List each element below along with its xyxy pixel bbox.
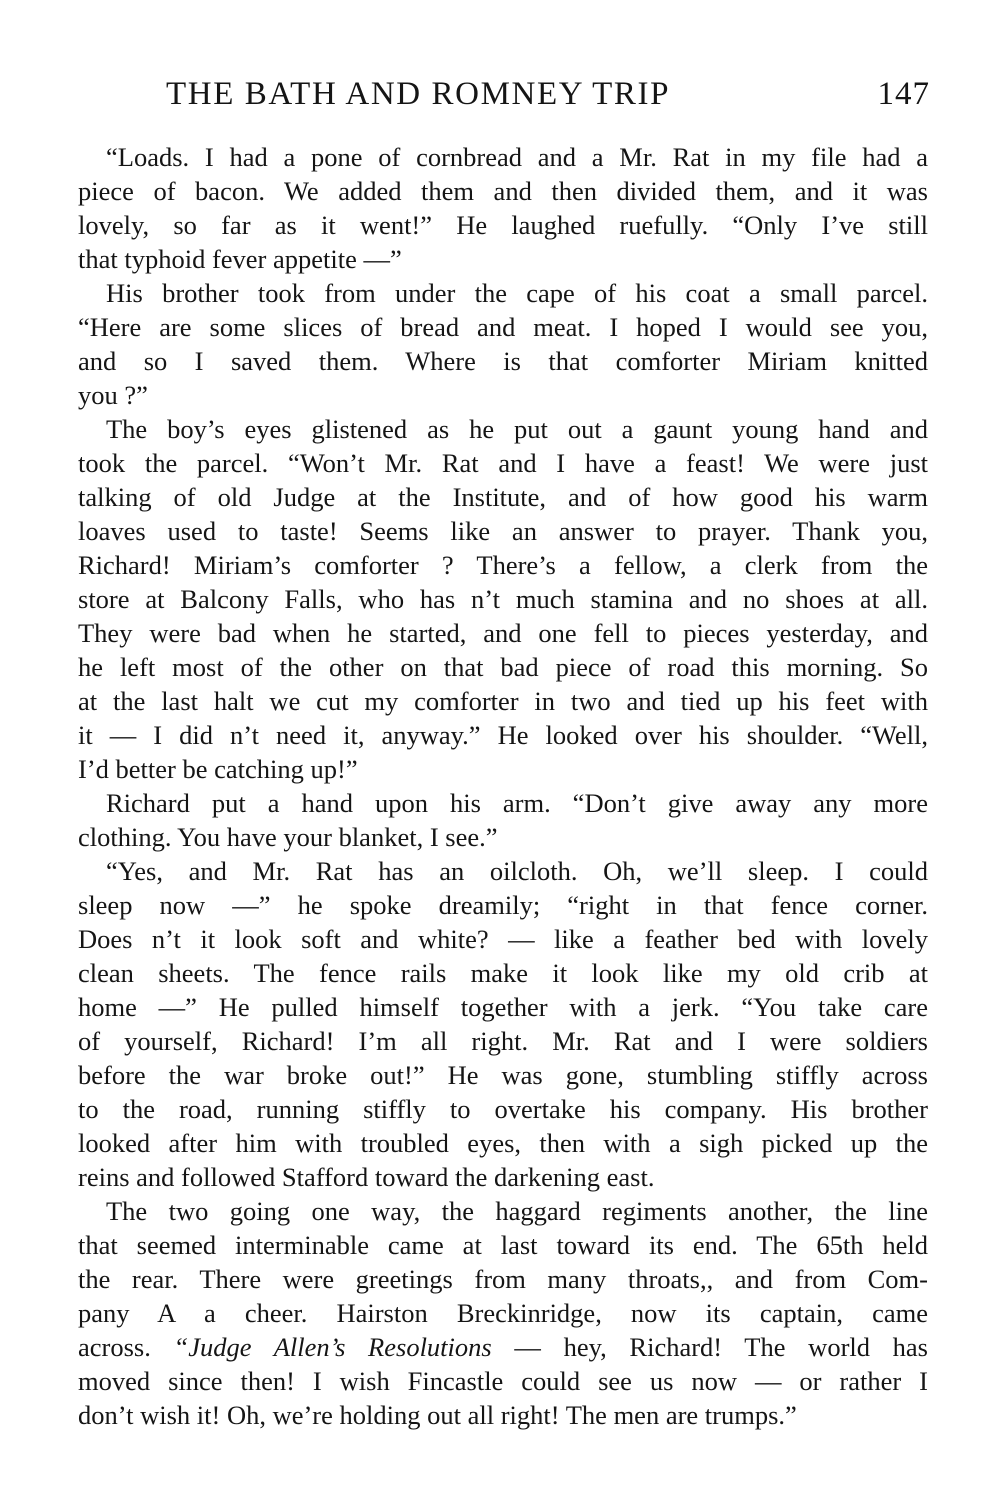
text-line: before the war broke out!” He was gone, stumbling stiffly across: [78, 1060, 928, 1090]
text-line: lovely, so far as it went!” He laughed ruefully. “Only I’ve still: [78, 210, 928, 240]
text-line: moved since then! I wish Fincastle could see us now — or rather I: [78, 1366, 928, 1396]
page-number: 147: [877, 76, 930, 112]
body-text: [78, 140, 928, 1432]
chapter-title: THE BATH AND ROMNEY TRIP: [166, 76, 671, 112]
text-line: that typhoid fever appetite —”: [78, 244, 402, 274]
text-line: “Here are some slices of bread and meat. I hoped I would see you,: [78, 312, 928, 342]
text-line: piece of bacon. We added them and then divided them, and it was: [78, 176, 928, 206]
text-line: Richard! Miriam’s comforter ? There’s a fellow, a clerk from the: [78, 550, 928, 580]
text-line: The two going one way, the haggard regiments another, the line: [106, 1196, 928, 1226]
text-line: The boy’s eyes glistened as he put out a gaunt young hand and: [106, 414, 928, 444]
text-line: clothing. You have your blanket, I see.”: [78, 822, 498, 852]
text-line: loaves used to taste! Seems like an answer to prayer. Thank you,: [78, 516, 928, 546]
text-line: and so I saved them. Where is that comforter Miriam knitted: [78, 346, 928, 376]
text-line: at the last halt we cut my comforter in two and tied up his feet with: [78, 686, 928, 716]
text-line: looked after him with troubled eyes, then with a sigh picked up the: [78, 1128, 928, 1158]
text-line: pany A a cheer. Hairston Breckinridge, now its captain, came: [78, 1298, 928, 1328]
text-line: don’t wish it! Oh, we’re holding out all right! The men are trumps.”: [78, 1400, 797, 1430]
text-line: of yourself, Richard! I’m all right. Mr. Rat and I were soldiers: [78, 1026, 928, 1056]
text-line: that seemed interminable came at last toward its end. The 65th held: [78, 1230, 928, 1260]
running-head: [78, 72, 930, 116]
text-line: Richard put a hand upon his arm. “Don’t give away any more: [106, 788, 928, 818]
italic-title: “Judge Allen’s Resolutions: [173, 1332, 492, 1362]
text-line: “Yes, and Mr. Rat has an oilcloth. Oh, we’ll sleep. I could: [106, 856, 928, 886]
text-line: His brother took from under the cape of his coat a small parcel.: [106, 278, 928, 308]
text-line: it — I did n’t need it, anyway.” He looked over his shoulder. “Well,: [78, 720, 928, 750]
text-line: I’d better be catching up!”: [78, 754, 358, 784]
text-segment: — hey, Richard! The world has: [491, 1332, 928, 1362]
text-line: Does n’t it look soft and white? — like a feather bed with lovely: [78, 924, 928, 954]
text-line: They were bad when he started, and one fell to pieces yesterday, and: [78, 618, 928, 648]
text-line: he left most of the other on that bad piece of road this morning. So: [78, 652, 928, 682]
text-line: reins and followed Stafford toward the darkening east.: [78, 1162, 655, 1192]
text-line: home —” He pulled himself together with a jerk. “You take care: [78, 992, 928, 1022]
text-line: sleep now —” he spoke dreamily; “right in that fence corner.: [78, 890, 928, 920]
text-segment: across.: [78, 1332, 174, 1362]
text-line: to the road, running stiffly to overtake his company. His brother: [78, 1094, 928, 1124]
text-line: took the parcel. “Won’t Mr. Rat and I have a feast! We were just: [78, 448, 928, 478]
text-line: clean sheets. The fence rails make it look like my old crib at: [78, 958, 928, 988]
text-line: talking of old Judge at the Institute, and of how good his warm: [78, 482, 928, 512]
text-line: you ?”: [78, 380, 148, 410]
text-line: “Loads. I had a pone of cornbread and a Mr. Rat in my file had a: [106, 142, 928, 172]
text-line: store at Balcony Falls, who has n’t much stamina and no shoes at all.: [78, 584, 928, 614]
text-line-italic-title: [78, 1330, 928, 1364]
text-line: the rear. There were greetings from many throats,, and from Com-: [78, 1264, 928, 1294]
